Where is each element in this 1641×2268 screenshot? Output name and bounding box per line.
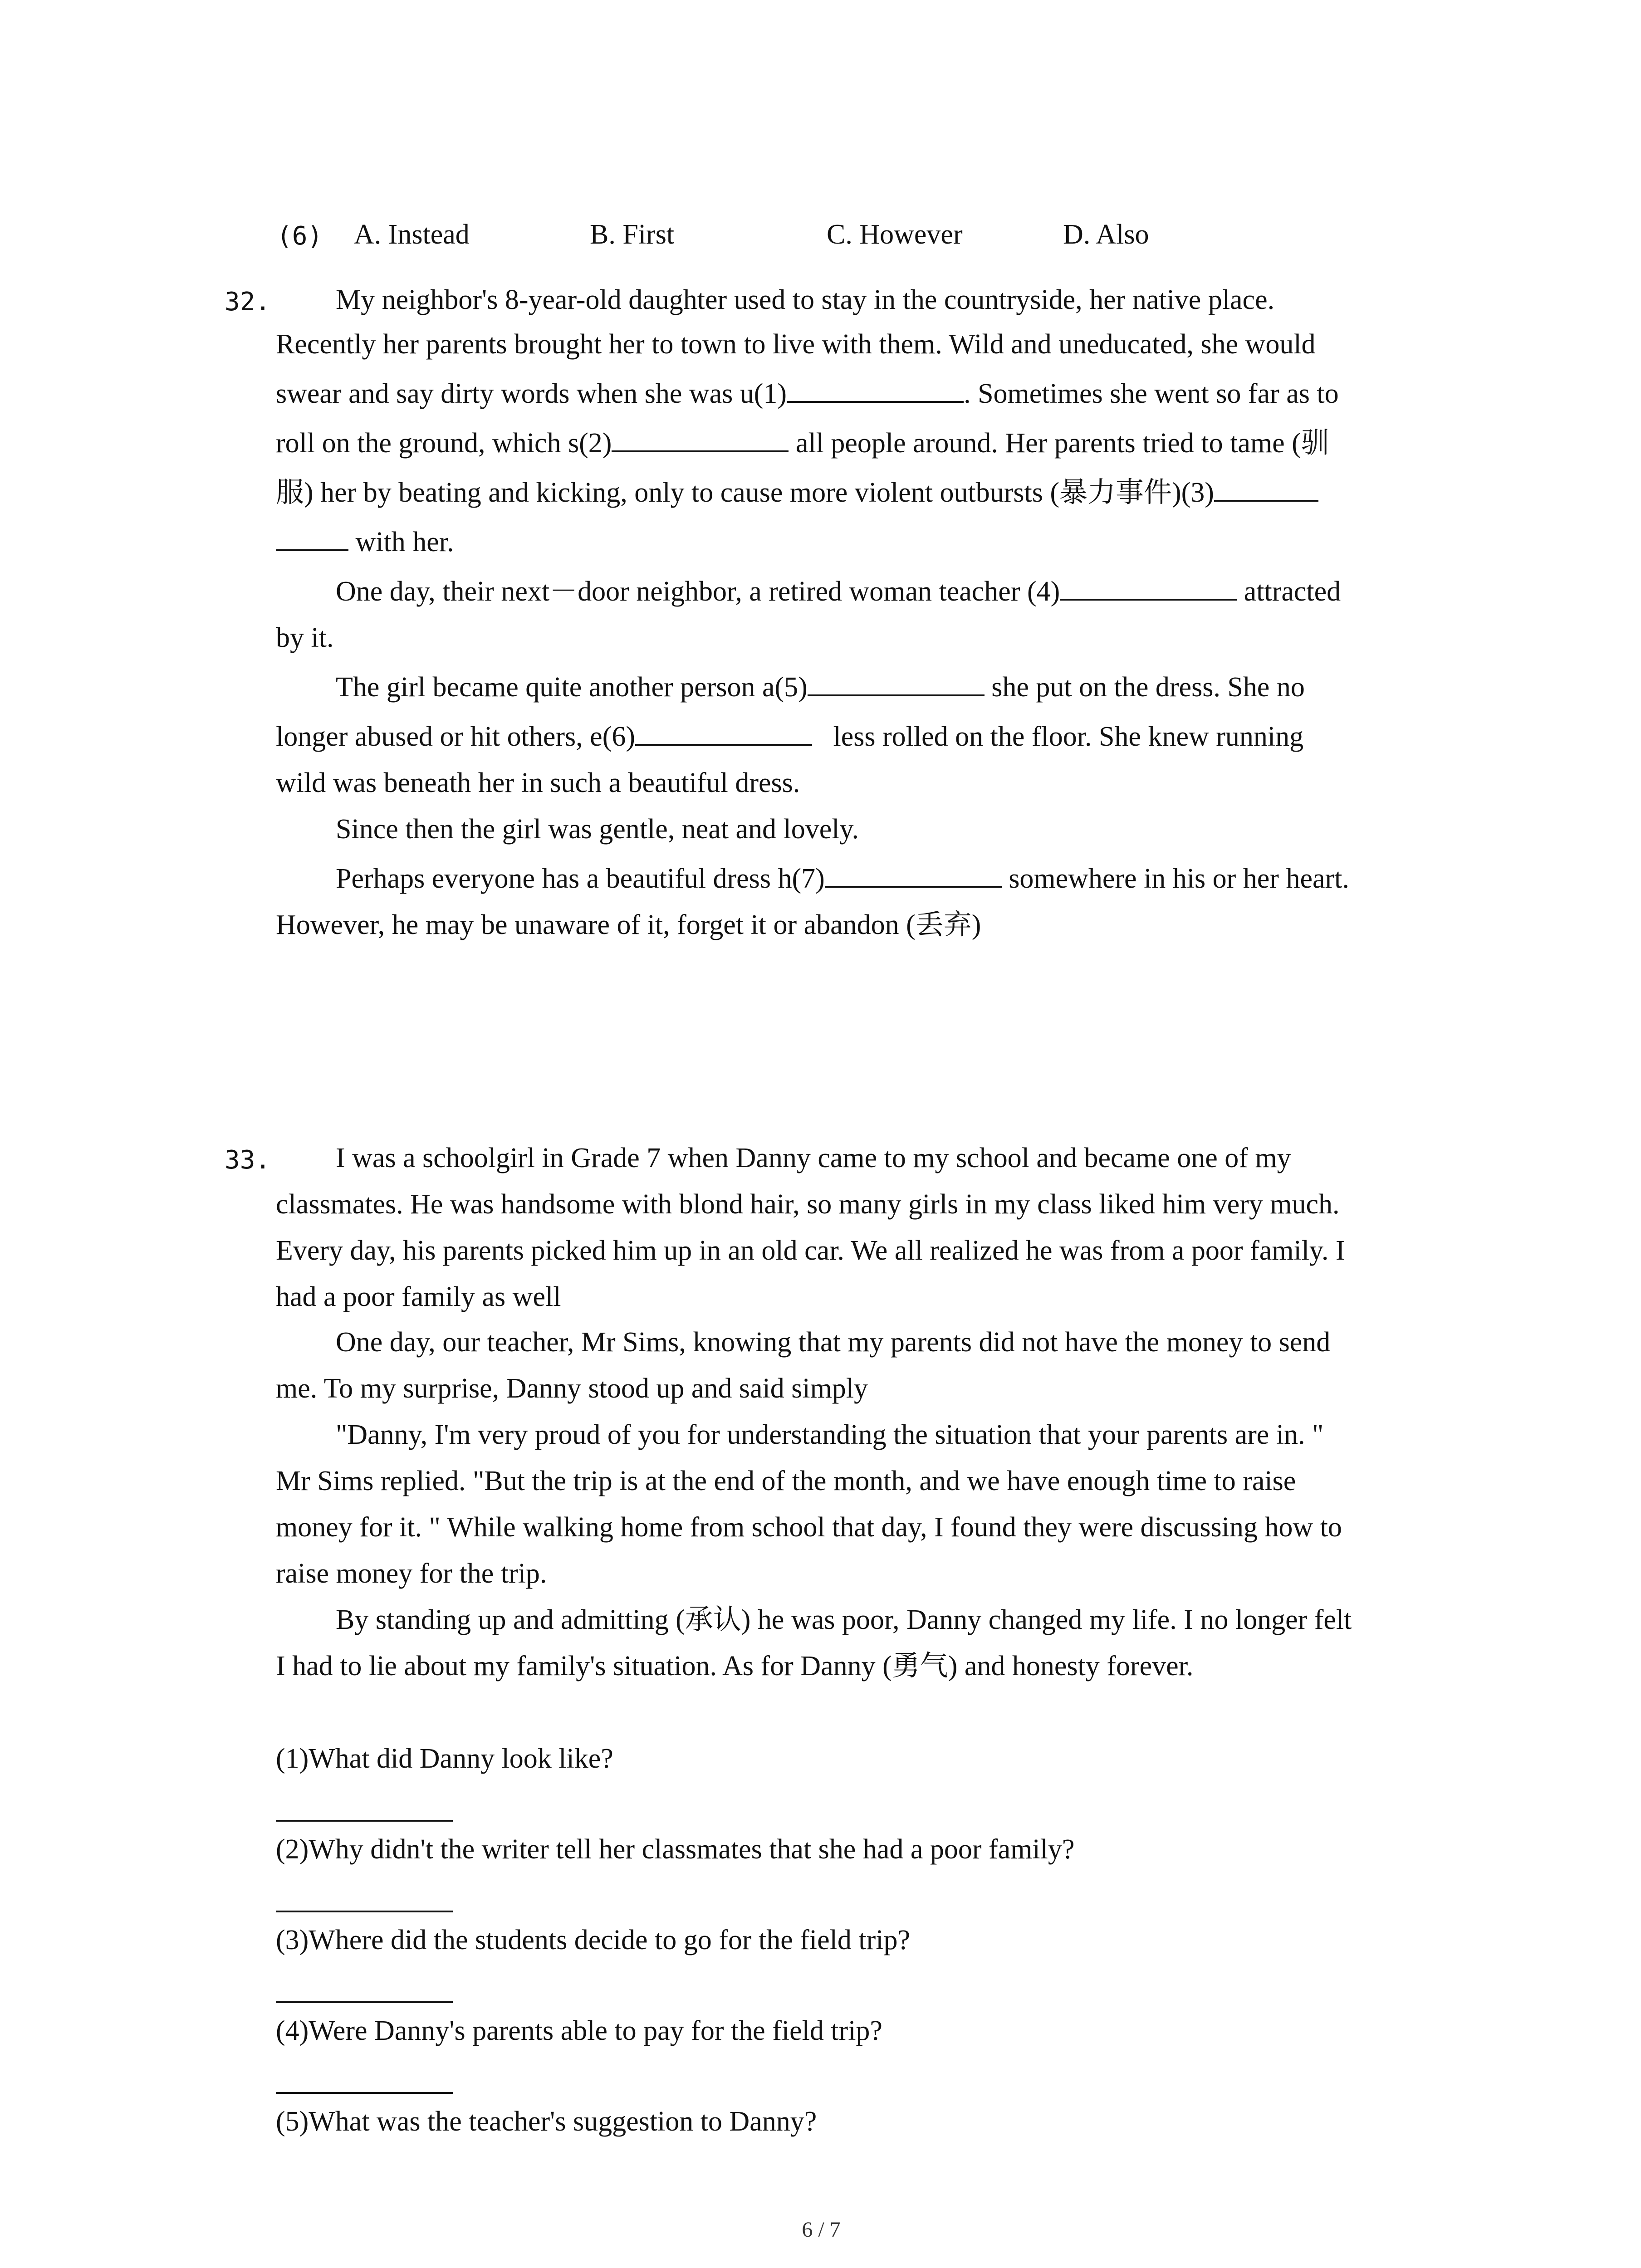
q33-question-3: (3)Where did the students decide to go for the field trip? bbox=[276, 1925, 910, 1955]
question-number-32: 32. bbox=[225, 287, 271, 317]
q33-line-10: raise money for the trip. bbox=[276, 1558, 547, 1589]
q32-line-5: 服) her by beating and kicking, only to cause more violent outbursts (暴力事件)(3) bbox=[276, 469, 1318, 516]
q33-line-9: money for it. " While walking home from school that day, I found they were discussing how to bbox=[276, 1512, 1342, 1543]
option-b: B. First bbox=[590, 219, 675, 250]
q33-line-2: classmates. He was handsome with blond hair, so many girls in my class liked him very much. bbox=[276, 1189, 1340, 1220]
q33-line-8: Mr Sims replied. "But the trip is at the end of the month, and we have enough time to raise bbox=[276, 1466, 1296, 1496]
q33-question-2: (2)Why didn't the writer tell her classmates that she had a poor family? bbox=[276, 1834, 1075, 1865]
q33-question-1: (1)What did Danny look like? bbox=[276, 1743, 613, 1774]
blank-3a[interactable] bbox=[1214, 472, 1318, 502]
q32-para-2-line-2: by it. bbox=[276, 622, 334, 653]
q32-line-4: roll on the ground, which s(2) all people around. Her parents tried to tame (驯 bbox=[276, 420, 1329, 466]
q32-para-3-line-3: wild was beneath her in such a beautiful dress. bbox=[276, 767, 800, 798]
option-c: C. However bbox=[827, 219, 963, 250]
q32-line-3: swear and say dirty words when she was u(1) . Sometimes she went so far as to bbox=[276, 371, 1339, 417]
option-a: A. Instead bbox=[354, 219, 470, 250]
answer-line-4[interactable] bbox=[276, 2092, 453, 2094]
blank-6[interactable] bbox=[635, 716, 812, 746]
q33-line-1: I was a schoolgirl in Grade 7 when Danny came to my school and became one of my bbox=[336, 1143, 1291, 1173]
q32-para-4: Since then the girl was gentle, neat and lovely. bbox=[336, 814, 859, 845]
q32-line-2: Recently her parents brought her to town to live with them. Wild and uneducated, she would bbox=[276, 329, 1316, 360]
q32-line-6: with her. bbox=[276, 519, 454, 565]
q32-para-3-line-2: longer abused or hit others, e(6) less rolled on the floor. She knew running bbox=[276, 714, 1303, 760]
answer-line-1[interactable] bbox=[276, 1820, 453, 1822]
q32-para-3-line-1: The girl became quite another person a(5) she put on the dress. She no bbox=[336, 664, 1305, 710]
q33-line-7: "Danny, I'm very proud of you for understanding the situation that your parents are in. " bbox=[336, 1419, 1324, 1450]
q32-line-1: My neighbor's 8-year-old daughter used to stay in the countryside, her native place. bbox=[336, 284, 1275, 315]
blank-4[interactable] bbox=[1060, 571, 1237, 601]
q33-line-4: had a poor family as well bbox=[276, 1281, 561, 1312]
question-number-33: 33. bbox=[225, 1145, 271, 1175]
q33-line-5: One day, our teacher, Mr Sims, knowing that my parents did not have the money to send bbox=[336, 1327, 1331, 1358]
blank-7[interactable] bbox=[825, 858, 1002, 888]
q32-para-2-line-1: One day, their next－door neighbor, a retired woman teacher (4) attracted bbox=[336, 568, 1341, 615]
q33-line-11: By standing up and admitting (承认) he was poor, Danny changed my life. I no longer felt bbox=[336, 1604, 1352, 1635]
blank-1[interactable] bbox=[787, 373, 964, 403]
q33-line-3: Every day, his parents picked him up in an old car. We all realized he was from a poor family. I bbox=[276, 1235, 1345, 1266]
answer-line-2[interactable] bbox=[276, 1911, 453, 1912]
q32-para-5-line-2: However, he may be unaware of it, forget it or abandon (丢弃) bbox=[276, 909, 981, 940]
blank-3b[interactable] bbox=[276, 521, 348, 551]
q32-para-5-line-1: Perhaps everyone has a beautiful dress h(7) somewhere in his or her heart. bbox=[336, 855, 1349, 902]
answer-line-3[interactable] bbox=[276, 2001, 453, 2003]
blank-5[interactable] bbox=[808, 666, 985, 696]
option-d: D. Also bbox=[1063, 219, 1149, 250]
q33-question-5: (5)What was the teacher's suggestion to Danny? bbox=[276, 2106, 817, 2137]
blank-2[interactable] bbox=[612, 422, 789, 452]
q33-question-4: (4)Were Danny's parents able to pay for the field trip? bbox=[276, 2015, 882, 2046]
page-number: 6 / 7 bbox=[802, 2218, 841, 2242]
q33-line-12: I had to lie about my family's situation. As for Danny (勇气) and honesty forever. bbox=[276, 1651, 1194, 1681]
q33-line-6: me. To my surprise, Danny stood up and said simply bbox=[276, 1373, 868, 1404]
option-number: (6) bbox=[277, 221, 323, 251]
